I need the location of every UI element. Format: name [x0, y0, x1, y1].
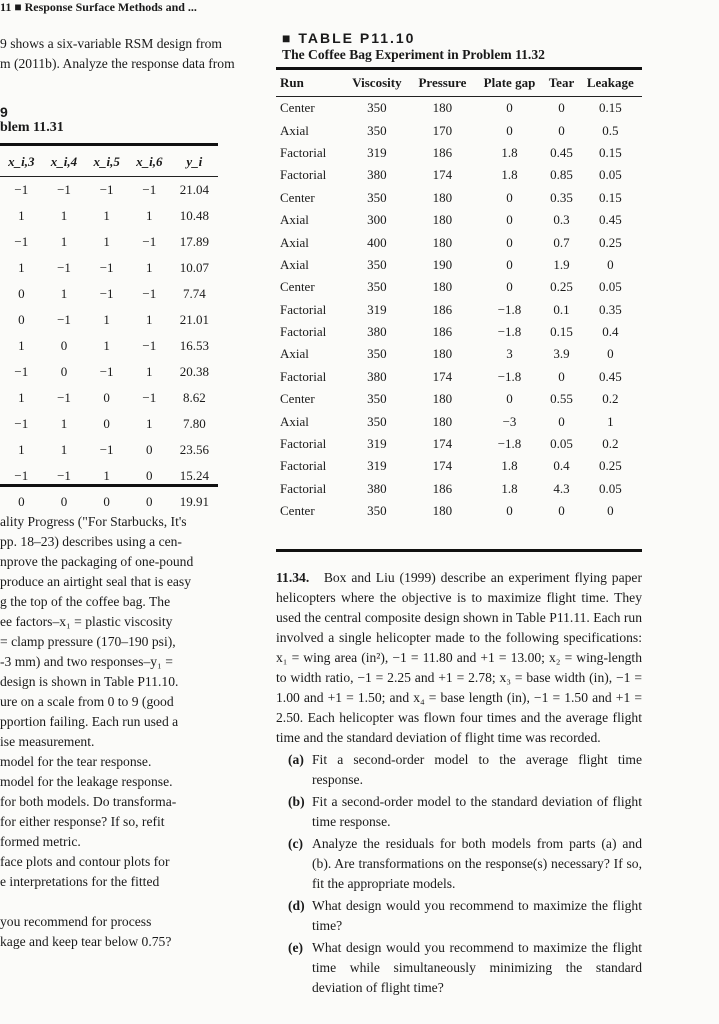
table-cell: 180 [432, 189, 453, 205]
table-row [276, 97, 642, 120]
table-row [0, 385, 218, 411]
table-cell: 180 [432, 100, 453, 116]
table-cell: 180 [432, 212, 453, 228]
text-line: kage and keep tear below 0.75? [0, 934, 172, 949]
table-cell: −1 [14, 468, 29, 483]
table-cell: Axial [280, 346, 309, 362]
table-cell: 1 [18, 390, 25, 405]
table-cell: 0.35 [598, 301, 622, 317]
table-cell: 400 [367, 234, 387, 250]
text-line [0, 892, 193, 912]
table-cell: Factorial [280, 436, 327, 452]
table-cell: 0.1 [553, 301, 570, 317]
table-cell: −1.8 [497, 324, 522, 340]
table-row [0, 333, 218, 359]
intro-line: 9 shows a six-variable RSM design from [0, 36, 223, 51]
table-cell: 186 [432, 144, 453, 160]
table-cell: −1 [99, 182, 114, 197]
table-row [0, 359, 218, 385]
table-cell: 0.15 [550, 324, 573, 340]
table-rule [276, 549, 642, 552]
text-line: = clamp pressure (170–190 psi), [0, 634, 176, 649]
part-label: (c) [288, 836, 304, 851]
table-cell: 0 [103, 494, 110, 509]
table-cell: 1 [103, 312, 110, 327]
table-row [0, 281, 218, 307]
table-cell: 180 [432, 391, 453, 407]
table-cell: 350 [367, 256, 387, 272]
table-row [276, 231, 642, 253]
part-text: What design would you recommend to maximize the flight time? [312, 898, 642, 933]
table-cell: 350 [367, 189, 387, 205]
table-cell: 1 [60, 286, 68, 301]
table-cell: 380 [367, 324, 387, 340]
right-table-caption: The Coffee Bag Experiment in Problem 11.32 [282, 47, 545, 62]
left-table-title [0, 104, 64, 136]
text-line: pp. 18–23) describes using a cen- [0, 534, 182, 549]
problem-part [288, 938, 642, 998]
table-cell: −1 [57, 390, 71, 405]
table-cell: 0 [146, 494, 153, 509]
part-label: (d) [288, 898, 305, 913]
table-cell: 0 [18, 312, 25, 327]
left-data-table [0, 148, 218, 515]
problem-part [288, 834, 642, 894]
table-cell: 1 [60, 234, 68, 249]
table-cell: 174 [432, 167, 453, 183]
table-cell: 0.85 [550, 167, 573, 183]
table-rule [0, 143, 218, 146]
table-cell: 0.05 [598, 480, 622, 496]
table-row [276, 478, 642, 500]
table-row [0, 203, 218, 229]
table-cell: 0 [60, 494, 68, 509]
part-text: Fit a second-order model to the standard deviation of flight time response. [312, 794, 642, 829]
table-cell: 1 [60, 442, 68, 457]
table-cell: 10.07 [179, 260, 209, 275]
column-header: Viscosity [352, 75, 402, 90]
column-header: Plate gap [483, 75, 536, 90]
table-cell: −1.8 [497, 301, 522, 317]
coffee-bag-table [276, 70, 642, 522]
table-cell: 0 [607, 503, 614, 519]
table-cell: 0 [558, 122, 565, 138]
table-row [276, 209, 642, 231]
table-cell: 0.5 [602, 122, 619, 138]
table-cell: −1 [99, 364, 114, 379]
table-cell: −1 [14, 364, 29, 379]
table-cell: 350 [367, 346, 387, 362]
table-cell: 319 [367, 436, 387, 452]
text-line: ality Progress ("For Starbucks, It's [0, 514, 187, 529]
table-row [276, 276, 642, 298]
table-cell: 0.2 [602, 391, 619, 407]
table-row [276, 410, 642, 432]
table-cell: 1 [146, 260, 153, 275]
table-cell: −1 [14, 416, 29, 431]
table-cell: 0 [558, 413, 565, 429]
table-cell: 10.48 [179, 208, 209, 223]
text-line: -3 mm) and two responses–y₁ = [0, 654, 173, 669]
table-cell: 190 [432, 256, 453, 272]
table-cell: 319 [367, 144, 387, 160]
table-cell: −1 [99, 260, 114, 275]
table-cell: 319 [367, 301, 387, 317]
text-line: pportion failing. Each run used a [0, 714, 179, 729]
table-row [276, 388, 642, 410]
table-cell: 17.89 [179, 234, 209, 249]
table-row [276, 366, 642, 388]
table-cell: −1 [14, 234, 29, 249]
table-cell: 0 [18, 286, 25, 301]
text-line: e interpretations for the fitted [0, 874, 160, 889]
left-body-text [0, 512, 193, 952]
table-cell: Axial [280, 256, 309, 272]
table-cell: 1 [103, 468, 110, 483]
table-cell: 0 [506, 234, 513, 250]
table-cell: Center [280, 279, 315, 295]
table-cell: 21.01 [179, 312, 209, 327]
table-cell: 1 [607, 413, 614, 429]
table-cell: 0 [607, 346, 614, 362]
table-cell: 15.24 [179, 468, 209, 483]
table-cell: 21.04 [179, 182, 209, 197]
table-cell: 1 [103, 234, 110, 249]
table-cell: 1.9 [553, 256, 570, 272]
table-cell: −1 [57, 260, 71, 275]
column-header: x_i,4 [50, 154, 78, 169]
table-cell: Factorial [280, 368, 327, 384]
table-cell: 350 [367, 100, 387, 116]
table-cell: −1 [57, 182, 71, 197]
table-row [276, 164, 642, 186]
table-cell: 0.05 [550, 436, 573, 452]
table-cell: 350 [367, 391, 387, 407]
table-cell: 0 [607, 256, 614, 272]
table-cell: 186 [432, 301, 453, 317]
part-label: (a) [288, 752, 304, 767]
table-cell: 380 [367, 368, 387, 384]
table-row [276, 321, 642, 343]
table-cell: 380 [367, 480, 387, 496]
table-cell: 0 [146, 442, 153, 457]
table-cell: 170 [432, 122, 453, 138]
table-cell: 180 [432, 503, 453, 519]
table-cell: 174 [432, 458, 453, 474]
table-cell: 1 [146, 416, 153, 431]
table-cell: 0 [558, 368, 565, 384]
table-row [0, 255, 218, 281]
table-cell: 0 [18, 494, 25, 509]
table-cell: 350 [367, 413, 387, 429]
table-cell: 180 [432, 413, 453, 429]
table-cell: −1 [57, 468, 71, 483]
table-cell: Factorial [280, 324, 327, 340]
problem-11-34 [276, 568, 642, 998]
table-row [0, 307, 218, 333]
table-cell: Factorial [280, 167, 327, 183]
table-cell: 3.9 [553, 346, 570, 362]
table-cell: 0.25 [598, 234, 622, 250]
table-row [0, 411, 218, 437]
table-cell: 300 [367, 212, 387, 228]
table-cell: 0.35 [550, 189, 573, 205]
text-line: ise measurement. [0, 734, 95, 749]
part-label: (b) [288, 794, 305, 809]
table-row [276, 433, 642, 455]
table-cell: Axial [280, 413, 309, 429]
table-cell: 0 [103, 390, 110, 405]
text-line: ee factors–x₁ = plastic viscosity [0, 614, 173, 629]
table-cell: 16.53 [179, 338, 209, 353]
table-cell: 319 [367, 458, 387, 474]
table-cell: 180 [432, 279, 453, 295]
table-cell: 3 [506, 346, 513, 362]
table-cell: 1 [146, 312, 153, 327]
table-cell: Factorial [280, 301, 327, 317]
table-row [276, 254, 642, 276]
table-cell: 350 [367, 122, 387, 138]
left-table-number: 9 [0, 104, 8, 120]
table-cell: −1 [57, 312, 71, 327]
table-cell: 174 [432, 436, 453, 452]
table-cell: 0 [558, 503, 565, 519]
table-cell: Factorial [280, 480, 327, 496]
column-header: x_i,3 [8, 154, 35, 169]
column-header: Pressure [418, 75, 467, 90]
table-cell: Center [280, 100, 315, 116]
table-cell: −3 [502, 413, 517, 429]
table-cell: 180 [432, 346, 453, 362]
table-cell: 7.74 [182, 286, 206, 301]
table-cell: 0 [506, 189, 513, 205]
part-label: (e) [288, 940, 304, 955]
table-cell: 180 [432, 234, 453, 250]
table-cell: 0 [558, 100, 565, 116]
part-text: Fit a second-order model to the average flight time response. [312, 752, 642, 787]
column-header: Tear [548, 75, 575, 90]
table-cell: 1 [18, 338, 25, 353]
text-line: for both models. Do transforma- [0, 794, 177, 809]
table-cell: 7.80 [182, 416, 206, 431]
table-cell: 0 [506, 122, 513, 138]
table-cell: 1.8 [501, 458, 518, 474]
table-cell: 1.8 [501, 167, 518, 183]
table-cell: 0 [506, 503, 513, 519]
text-line: model for the leakage response. [0, 774, 173, 789]
problem-text: Box and Liu (1999) describe an experiment flying paper helicopters where the objective is to maximize flight time. They used the central composite design shown in Table P11.11. Each run involved a single helicopter made to the following specifications: x₁ = wing area (in²), −1 = 11.80 and +1 = 13.00; x₂ = wing-length to width ratio, −1 = 2.25 and +1 = 2.78; x₃ = base width (in), −1 = 1.00 and +1 = 1.50; and x₄ = base length (in), −1 = 1.50 and +1 = 2.50. Each helicopter was flown four times and the average flight time and the standard deviation of flight time was recorded. [276, 570, 642, 745]
table-row [0, 177, 218, 204]
table-cell: 0.15 [598, 100, 622, 116]
text-line: face plots and contour plots for [0, 854, 170, 869]
table-cell: 186 [432, 324, 453, 340]
table-cell: −1.8 [497, 436, 522, 452]
intro-line: m (2011b). Analyze the response data from [0, 56, 235, 71]
table-cell: 1.8 [501, 480, 518, 496]
table-cell: 1 [60, 208, 68, 223]
table-cell: 0.2 [602, 436, 619, 452]
table-cell: 350 [367, 279, 387, 295]
column-header: Run [280, 75, 304, 90]
table-cell: 0.05 [598, 167, 622, 183]
table-cell: −1 [14, 182, 29, 197]
left-table-caption: blem 11.31 [0, 120, 64, 135]
table-cell: −1 [142, 390, 157, 405]
table-cell: 8.62 [182, 390, 206, 405]
table-cell: 174 [432, 368, 453, 384]
table-row [276, 142, 642, 164]
table-cell: 1 [146, 364, 153, 379]
table-cell: 0 [60, 364, 68, 379]
table-cell: 0 [103, 416, 110, 431]
table-cell: 1 [146, 208, 153, 223]
table-row [276, 119, 642, 141]
table-cell: Factorial [280, 144, 327, 160]
table-cell: 0.4 [553, 458, 570, 474]
table-row [276, 343, 642, 365]
table-cell: 186 [432, 480, 453, 496]
table-cell: 1 [103, 338, 110, 353]
table-cell: Center [280, 189, 315, 205]
table-cell: 23.56 [179, 442, 209, 457]
column-header: Leakage [586, 75, 634, 90]
table-row [0, 437, 218, 463]
left-intro [0, 34, 235, 74]
table-cell: 1 [18, 442, 25, 457]
text-line: ure on a scale from 0 to 9 (good [0, 694, 174, 709]
text-line: for either response? If so, refit [0, 814, 165, 829]
table-cell: 19.91 [179, 494, 209, 509]
column-header: x_i,6 [136, 154, 163, 169]
table-cell: 0.15 [598, 144, 622, 160]
table-cell: 0.25 [550, 279, 573, 295]
right-table-label: ■ TABLE P11.10 [282, 30, 416, 46]
table-cell: Axial [280, 122, 309, 138]
text-line: formed metric. [0, 834, 81, 849]
table-cell: 1 [60, 416, 68, 431]
table-cell: 0.3 [553, 212, 570, 228]
table-row [0, 229, 218, 255]
table-cell: 1.8 [501, 144, 518, 160]
problem-part [288, 750, 642, 790]
part-text: Analyze the residuals for both models from parts (a) and (b). Are transformations on the response(s) necessary? If so, fit the appropriate models. [312, 836, 642, 891]
problem-part [288, 896, 642, 936]
table-cell: Factorial [280, 458, 327, 474]
text-line: produce an airtight seal that is easy [0, 574, 192, 589]
table-cell: −1 [99, 442, 114, 457]
table-cell: −1 [142, 338, 157, 353]
text-line: g the top of the coffee bag. The [0, 594, 171, 609]
running-header: 11 ■ Response Surface Methods and ... [0, 0, 197, 14]
table-cell: 0.45 [598, 212, 622, 228]
text-line: model for the tear response. [0, 754, 152, 769]
table-cell: 1 [18, 208, 25, 223]
table-cell: −1 [142, 182, 157, 197]
problem-part [288, 792, 642, 832]
table-cell: 0.25 [598, 458, 622, 474]
table-cell: −1 [142, 234, 157, 249]
table-cell: Center [280, 503, 315, 519]
table-cell: 0 [506, 279, 513, 295]
table-cell: 0 [506, 256, 513, 272]
table-row [276, 500, 642, 522]
table-rule [0, 484, 218, 487]
table-row [276, 187, 642, 209]
table-cell: 0.05 [598, 279, 622, 295]
table-cell: 0.4 [602, 324, 619, 340]
table-cell: 0 [506, 100, 513, 116]
table-cell: Axial [280, 212, 309, 228]
table-cell: 0.55 [550, 391, 573, 407]
table-cell: −1 [99, 286, 114, 301]
table-cell: Center [280, 391, 315, 407]
text-line: you recommend for process [0, 914, 152, 929]
table-cell: 0.45 [598, 368, 622, 384]
table-cell: Axial [280, 234, 309, 250]
table-cell: 0.15 [598, 189, 622, 205]
table-cell: 0 [60, 338, 68, 353]
table-cell: −1.8 [497, 368, 522, 384]
table-cell: −1 [142, 286, 157, 301]
table-cell: 0.45 [550, 144, 573, 160]
table-cell: 350 [367, 503, 387, 519]
table-cell: 1 [18, 260, 25, 275]
table-cell: 20.38 [179, 364, 209, 379]
column-header: x_i,5 [93, 154, 120, 169]
table-row [276, 299, 642, 321]
table-cell: 0 [146, 468, 153, 483]
part-text: What design would you recommend to maximize the flight time while simultaneously minimizing the standard deviation of flight time? [312, 940, 642, 995]
problem-number: 11.34. [276, 570, 310, 585]
table-cell: 1 [103, 208, 110, 223]
table-cell: 0 [506, 212, 513, 228]
column-header: y_i [186, 154, 203, 169]
text-line: nprove the packaging of one-pound [0, 554, 194, 569]
text-line: design is shown in Table P11.10. [0, 674, 179, 689]
table-cell: 0 [506, 391, 513, 407]
table-cell: 4.3 [553, 480, 570, 496]
table-row [276, 455, 642, 477]
table-cell: 0.7 [553, 234, 570, 250]
table-cell: 380 [367, 167, 387, 183]
